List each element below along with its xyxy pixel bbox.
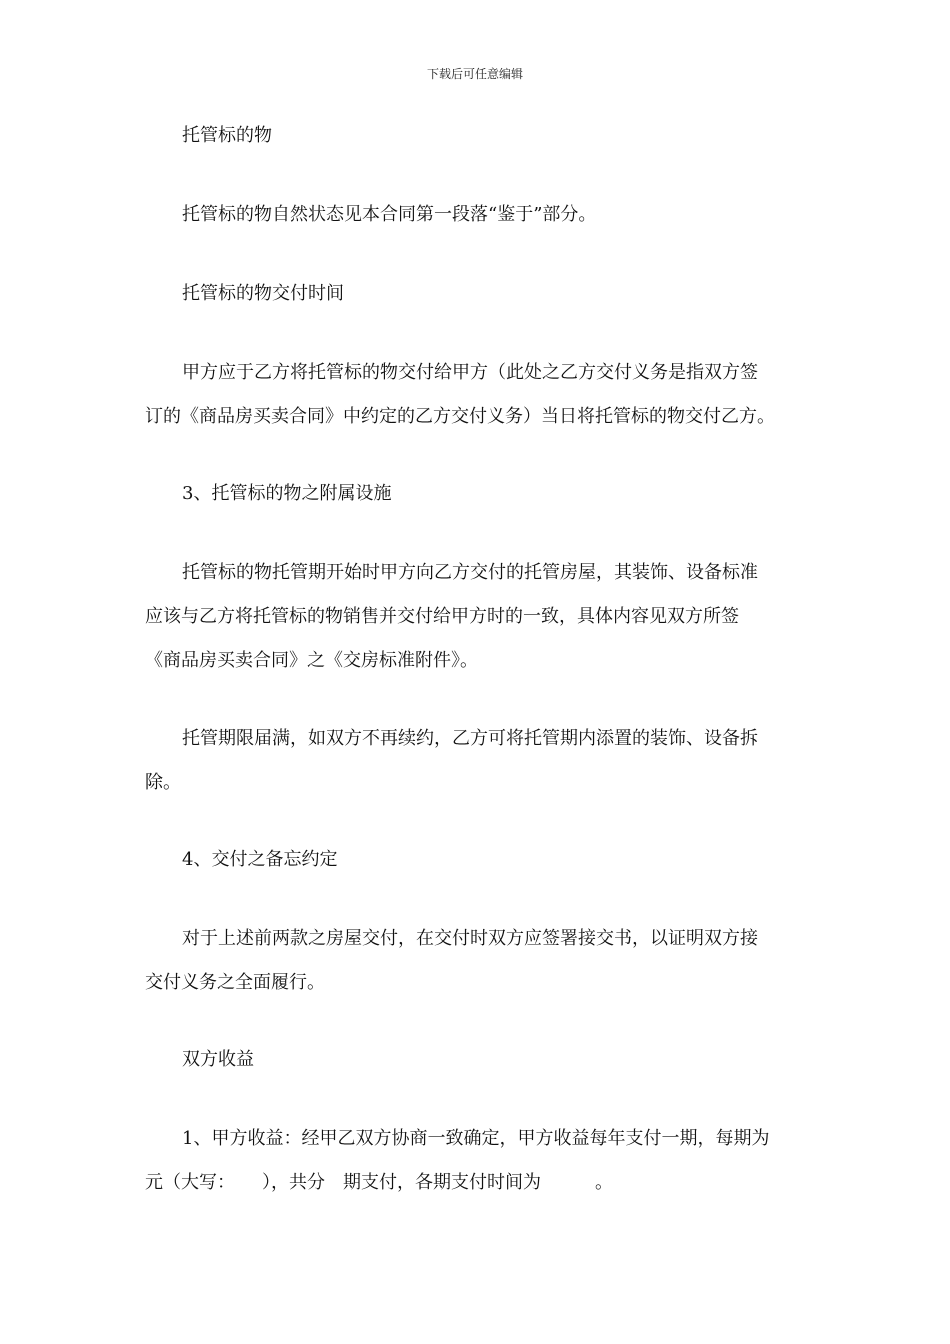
section-heading-delivery-time [145,272,807,316]
section-heading-text: 托管标的物交付时间 [182,283,344,304]
section-heading-subject [145,114,807,158]
paragraph-delivery-terms [145,351,807,439]
paragraph-line: 除。 [145,772,181,793]
section-heading-text: 3、托管标的物之附属设施 [182,483,392,504]
paragraph-line: 应该与乙方将托管标的物销售并交付给甲方时的一致，具体内容见双方所签 [145,606,739,627]
paragraph-term-expiry [145,717,807,805]
paragraph-line: 订的《商品房买卖合同》中约定的乙方交付义务）当日将托管标的物交付乙方。 [145,406,775,427]
paragraph-line: 对于上述前两款之房屋交付，在交付时双方应签署接交书，以证明双方接 [182,928,758,949]
paragraph-party-a-revenue [145,1117,807,1205]
paragraph-line: 甲方应于乙方将托管标的物交付给甲方（此处之乙方交付义务是指双方签 [182,362,758,383]
section-heading-delivery-memo [145,838,807,882]
section-heading-text: 双方收益 [182,1049,254,1070]
section-heading-text: 4、交付之备忘约定 [182,849,338,870]
section-heading-text: 托管标的物 [182,125,272,146]
paragraph-line: 托管标的物自然状态见本合同第一段落“鉴于”部分。 [182,204,597,225]
paragraph-subject-state [145,193,807,237]
paragraph-facilities-standard [145,551,807,683]
paragraph-line: 《商品房买卖合同》之《交房标准附件》。 [145,650,478,671]
section-heading-facilities [145,472,807,516]
paragraph-line: 元（大写： ），共分 期支付，各期支付时间为 。 [145,1172,613,1193]
paragraph-line: 托管标的物托管期开始时甲方向乙方交付的托管房屋，其装饰、设备标准 [182,562,758,583]
paragraph-line: 托管期限届满，如双方不再续约，乙方可将托管期内添置的装饰、设备拆 [182,728,758,749]
paragraph-handover-letter [145,917,807,1005]
paragraph-line: 交付义务之全面履行。 [145,972,325,993]
page-header: 下载后可任意编辑 [426,67,523,81]
section-heading-revenue [145,1038,807,1082]
paragraph-line: 1、甲方收益：经甲乙双方协商一致确定，甲方收益每年支付一期，每期为 [182,1128,770,1149]
